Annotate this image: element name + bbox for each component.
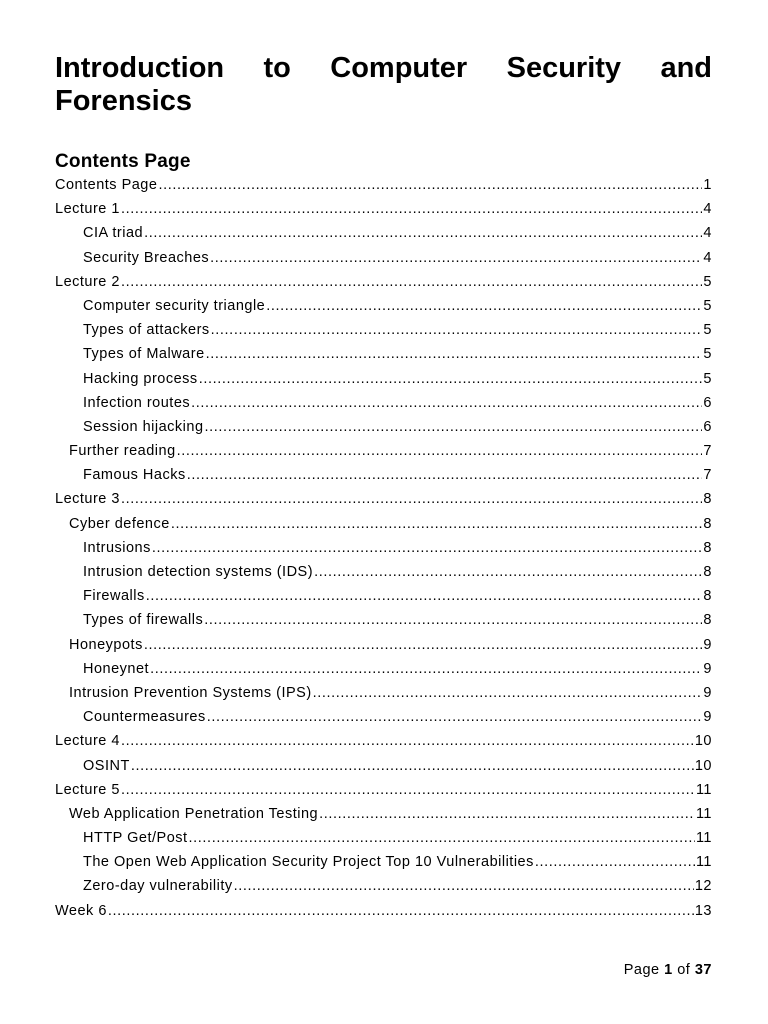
toc-entry[interactable] [55,487,712,511]
toc-entry-label[interactable]: Honeynet [83,660,150,677]
toc-entry-label[interactable]: Infection routes [83,394,191,411]
toc-entry[interactable] [55,850,712,874]
toc-entry-page-number[interactable]: 5 [703,297,712,314]
toc-entry-label[interactable]: Lecture 1 [55,201,120,218]
toc-entry-page-number[interactable]: 11 [695,854,712,871]
toc-entry-label[interactable]: OSINT [83,757,130,774]
toc-entry[interactable] [55,560,712,584]
toc-dot-leader [266,294,702,318]
toc-entry[interactable] [55,439,712,463]
toc-entry-label[interactable]: Contents Page [55,177,158,193]
toc-entry-page-number[interactable]: 6 [703,394,712,411]
toc-entry-label[interactable]: Firewalls [83,588,145,605]
toc-entry-page-number[interactable]: 11 [695,805,712,822]
toc-entry-page-number[interactable]: 4 [703,225,712,242]
toc-entry-page-number[interactable]: 5 [703,322,712,339]
toc-entry[interactable] [55,221,712,245]
toc-dot-leader [206,342,703,366]
toc-entry-label[interactable]: Zero-day vulnerability [83,878,233,895]
toc-entry[interactable] [55,584,712,608]
toc-dot-leader [144,221,702,245]
toc-entry-page-number[interactable]: 5 [703,346,712,363]
toc-entry[interactable] [55,754,712,778]
toc-entry-page-number[interactable]: 8 [703,612,712,629]
toc-entry-label[interactable]: Intrusion detection systems (IDS) [83,564,314,580]
toc-dot-leader [314,560,702,584]
toc-entry-page-number[interactable]: 8 [703,588,712,605]
toc-entry-page-number[interactable]: 8 [703,515,712,532]
toc-entry[interactable] [55,681,712,705]
toc-entry-page-number[interactable]: 7 [703,467,712,484]
toc-dot-leader [144,633,703,657]
toc-entry-page-number[interactable]: 4 [703,201,712,218]
toc-entry-page-number[interactable]: 13 [694,902,712,919]
contents-heading: Contents Page [55,151,191,172]
toc-dot-leader [121,487,702,511]
toc-dot-leader [189,826,695,850]
toc-entry-page-number[interactable]: 12 [694,878,712,895]
total-pages-number: 37 [694,962,712,978]
toc-entry-label[interactable]: Types of Malware [83,346,205,363]
toc-entry-label[interactable]: Intrusion Prevention Systems (IPS) [69,684,312,701]
toc-dot-leader [191,391,702,415]
toc-dot-leader [234,874,694,898]
toc-entry[interactable] [55,512,712,536]
toc-entry[interactable] [55,391,712,415]
toc-entry-label[interactable]: The Open Web Application Security Project Top 10 Vulnerabilities [83,854,534,871]
toc-entry[interactable] [55,608,712,632]
toc-dot-leader [205,415,703,439]
toc-entry-page-number[interactable]: 5 [703,370,712,387]
toc-entry-label[interactable]: Security Breaches [83,249,210,266]
toc-dot-leader [177,439,703,463]
toc-dot-leader [121,778,695,802]
toc-entry[interactable] [55,246,712,270]
toc-dot-leader [146,584,703,608]
toc-dot-leader [150,657,702,681]
toc-entry-page-number[interactable]: 11 [695,830,712,847]
toc-entry[interactable] [55,463,712,487]
toc-dot-leader [204,608,702,632]
toc-entry-label[interactable]: Intrusions [83,539,151,556]
document-title-line-2: Forensics [55,85,192,117]
toc-entry[interactable] [55,270,712,294]
toc-entry-label[interactable]: Web Application Penetration Testing [69,805,319,822]
toc-dot-leader [535,850,695,874]
toc-dot-leader [108,899,694,923]
toc-dot-leader [313,681,703,705]
toc-entry-label[interactable]: Further reading [69,443,176,460]
document-title [55,52,712,118]
current-page-number: 1 [664,962,673,978]
toc-dot-leader [121,197,702,221]
toc-entry-page-number[interactable]: 11 [695,781,712,798]
toc-dot-leader [211,318,703,342]
toc-entry-label[interactable]: Lecture 2 [55,273,120,290]
toc-dot-leader [171,512,703,536]
toc-entry-page-number[interactable]: 4 [703,249,712,266]
toc-entry[interactable] [55,657,712,681]
toc-dot-leader [131,754,694,778]
toc-entry-page-number[interactable]: 5 [703,273,712,290]
toc-entry-page-number[interactable]: 6 [703,418,712,435]
toc-dot-leader [121,270,702,294]
toc-entry[interactable] [55,536,712,560]
toc-dot-leader [207,705,703,729]
toc-entry-page-number[interactable]: 10 [694,757,712,774]
toc-entry-label[interactable]: Computer security triangle [83,297,266,314]
table-of-contents [55,173,712,923]
toc-entry-label[interactable]: Famous Hacks [83,467,186,484]
toc-entry[interactable] [55,342,712,366]
toc-entry-label[interactable]: Honeypots [69,636,143,653]
toc-dot-leader [187,463,703,487]
toc-entry[interactable] [55,197,712,221]
toc-entry-page-number[interactable]: 9 [703,660,712,677]
toc-entry-label[interactable]: Lecture 4 [55,733,120,750]
toc-entry[interactable] [55,899,712,923]
toc-entry[interactable] [55,173,712,197]
toc-entry-label[interactable]: Week 6 [55,902,107,919]
page-word: Page [623,962,660,978]
toc-entry-page-number[interactable]: 8 [703,491,712,508]
toc-entry[interactable] [55,802,712,826]
toc-entry-label[interactable]: CIA triad [83,225,144,242]
toc-entry-page-number[interactable]: 10 [694,733,712,750]
toc-dot-leader [121,729,694,753]
toc-entry[interactable] [55,729,712,753]
of-word: of [677,962,691,978]
toc-entry-page-number[interactable]: 7 [703,443,712,460]
toc-entry-page-number[interactable]: 1 [703,177,712,193]
toc-entry-label[interactable]: Cyber defence [69,515,170,532]
toc-entry-label[interactable]: HTTP Get/Post [83,830,188,847]
toc-entry[interactable] [55,367,712,391]
toc-entry-label[interactable]: Types of firewalls [83,612,204,629]
toc-entry-label[interactable]: Countermeasures [83,709,206,726]
toc-entry[interactable] [55,294,712,318]
toc-entry[interactable] [55,778,712,802]
toc-entry-label[interactable]: Lecture 3 [55,491,120,508]
toc-entry[interactable] [55,705,712,729]
toc-entry-page-number[interactable]: 9 [703,684,712,701]
toc-entry[interactable] [55,874,712,898]
toc-entry[interactable] [55,318,712,342]
document-title-line-1: Introduction to Computer Security and [55,52,712,84]
toc-entry-page-number[interactable]: 9 [703,636,712,653]
toc-entry-label[interactable]: Types of attackers [83,322,210,339]
toc-entry-label[interactable]: Hacking process [83,370,198,387]
toc-dot-leader [152,536,703,560]
toc-entry[interactable] [55,633,712,657]
toc-entry-label[interactable]: Lecture 5 [55,781,120,798]
toc-entry[interactable] [55,415,712,439]
toc-dot-leader [158,173,702,197]
toc-dot-leader [319,802,695,826]
toc-entry-page-number[interactable]: 9 [703,709,712,726]
toc-entry-page-number[interactable]: 8 [703,539,712,556]
toc-entry-label[interactable]: Session hijacking [83,418,204,435]
toc-dot-leader [199,367,703,391]
toc-entry-page-number[interactable]: 8 [703,564,712,580]
toc-dot-leader [210,246,702,270]
toc-entry[interactable] [55,826,712,850]
page-footer [624,962,712,978]
